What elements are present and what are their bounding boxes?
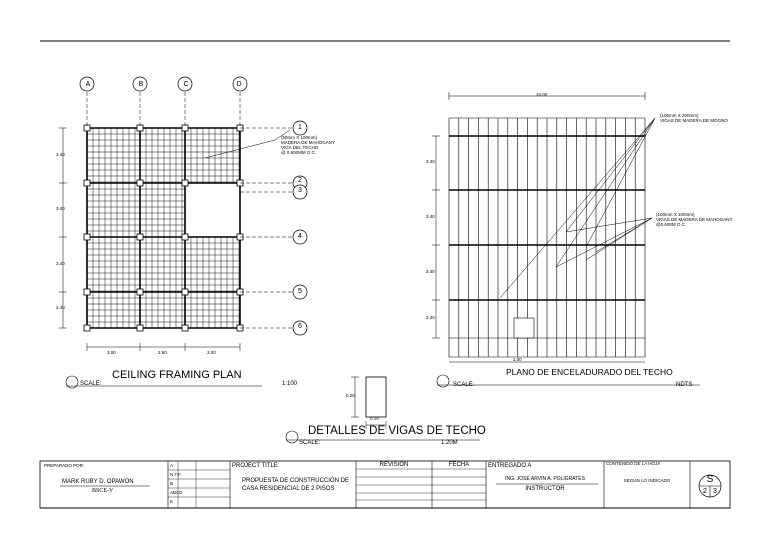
row-dim-4: 2.40: [56, 305, 65, 310]
col-dim-1: 3.00: [107, 350, 116, 355]
column-post: [84, 325, 90, 331]
roof-sheathing-plan: [432, 92, 700, 387]
column-post: [137, 325, 143, 331]
note-leader: [566, 118, 655, 232]
framing-note-line-3: VIGA DEL TECHO: [281, 145, 319, 150]
detail-height-dim: 0.20: [346, 393, 355, 398]
grid-label-d: D: [236, 81, 242, 88]
grid-label-2: 2: [298, 177, 302, 184]
column-post: [84, 289, 90, 295]
instructor-role: INSTRUCTOR: [525, 486, 565, 492]
sheet-number: 2: [703, 488, 707, 495]
ceiling-plan-title: CEILING FRAMING PLAN: [112, 369, 242, 381]
code-4: ABCD: [170, 490, 183, 495]
detail-scale-label: SCALE:: [299, 440, 321, 446]
sheathing-dimensions: [432, 92, 645, 362]
grid-label-1: 1: [298, 124, 302, 131]
column-post: [84, 180, 90, 186]
column-post: [182, 289, 188, 295]
stair-opening: [514, 318, 534, 338]
note-leader: [586, 118, 655, 247]
instructor-name: ING. JOSÉ ARVIN A. POLIGRATES: [505, 476, 585, 482]
sheathing-side-dim-3: 3.40: [426, 269, 435, 274]
title-marker-circle-3: [286, 431, 298, 443]
row-dim-1: 3.40: [56, 152, 65, 157]
column-post: [182, 180, 188, 186]
sheathing-side-dim-1: 3.40: [426, 159, 435, 164]
row-dim-2: 3.40: [56, 206, 65, 211]
grid-label-3: 3: [298, 187, 302, 194]
ceiling-plan-scale-value: 1:100: [282, 381, 298, 387]
note-leader: [566, 218, 652, 232]
col-dim-2: 2.50: [158, 350, 167, 355]
detail-scale-value: 1:20M: [441, 440, 458, 446]
rafter-lines: [449, 118, 655, 357]
sheathing-side-dim-2: 3.40: [426, 214, 435, 219]
note-leader: [556, 218, 652, 267]
sheathing-plan-title: PLANO DE ENCELADURADO DEL TECHO: [506, 367, 673, 377]
grid-label-6: 6: [298, 323, 302, 330]
sheet-total: 3: [713, 488, 717, 495]
framing-grid: [84, 125, 243, 331]
contenido-value: SEGÚN LO INDICADO: [623, 478, 671, 483]
code-3: B: [170, 481, 174, 486]
sheathing-side-dim-4: 2.40: [426, 315, 435, 320]
preparer-name: MARK RUBY D. OPAWON: [62, 479, 134, 485]
project-title-line-1: PROPUESTA DE CONSTRUCCIÓN DE: [242, 478, 349, 484]
sheathing-note-mid-2: VIGAS DE MADERA DE MAHOGANY: [656, 217, 733, 222]
sheathing-bottom-dim: 1.00: [513, 357, 522, 362]
detail-title: DETALLES DE VIGAS DE TECHO: [308, 425, 486, 437]
sheathing-top-dim: 10.00: [536, 92, 548, 97]
ceiling-plan-scale-label: SCALE:: [80, 381, 102, 387]
grid-label-4: 4: [298, 233, 302, 240]
column-post: [137, 234, 143, 240]
grid-label-a: A: [85, 81, 91, 88]
column-post: [137, 180, 143, 186]
ceiling-framing-plan: [59, 77, 307, 388]
sheathing-scale-value: NDTS: [676, 382, 693, 388]
sheathing-note-top-1: (100mm X 200mm): [660, 113, 699, 118]
project-title-line-2: CASA RESIDENCIAL DE 2 PISOS: [242, 486, 335, 492]
project-title-label: PROJECT TITLE:: [232, 463, 280, 469]
contenido-label: CONTENIDO DE LA HOJA: [606, 461, 661, 466]
prepared-by-label: PREPARADO POR:: [44, 463, 85, 468]
column-post: [137, 289, 143, 295]
title-block: [40, 461, 730, 508]
sheathing-note-top-2: VIGAS DE MADERA DE MOGNO: [660, 118, 728, 123]
preparer-course: BSCE-V: [92, 488, 114, 494]
framing-note-line-4: @ 0.600MM O.C.: [281, 150, 317, 155]
sheathing-note-mid-1: (100mm X 100mm): [656, 212, 695, 217]
code-5: E: [170, 499, 174, 504]
revision-label: REVISION: [379, 462, 409, 468]
sheathing-note-mid-3: @0.600M O.C.: [656, 222, 687, 227]
note-leader: [500, 118, 655, 298]
note-leader: [596, 218, 652, 252]
sheet-letter: S: [706, 474, 714, 485]
fecha-label: FECHA: [448, 462, 470, 468]
sheathing-scale-label: SCALE:: [453, 382, 475, 388]
column-post: [182, 234, 188, 240]
entregado-label: ENTREGADO A: [488, 463, 532, 469]
col-dim-3: 3.00: [207, 350, 216, 355]
grid-label-c: C: [183, 81, 189, 88]
detail-width-dim: 0.10: [370, 416, 379, 421]
open-bay: [186, 184, 239, 236]
beam-section: [366, 377, 386, 417]
grid-label-b: B: [138, 81, 144, 88]
column-post: [182, 325, 188, 331]
code-1: A: [170, 463, 174, 468]
code-2: N.T.F.: [170, 472, 182, 477]
row-dim-3: 3.40: [56, 261, 65, 266]
framing-note-line-2: MADERA DE MAHOGANY: [281, 140, 336, 145]
framing-note-line-1: (50mm X 100mm): [281, 135, 318, 140]
grid-label-5: 5: [298, 288, 302, 295]
column-post: [84, 234, 90, 240]
